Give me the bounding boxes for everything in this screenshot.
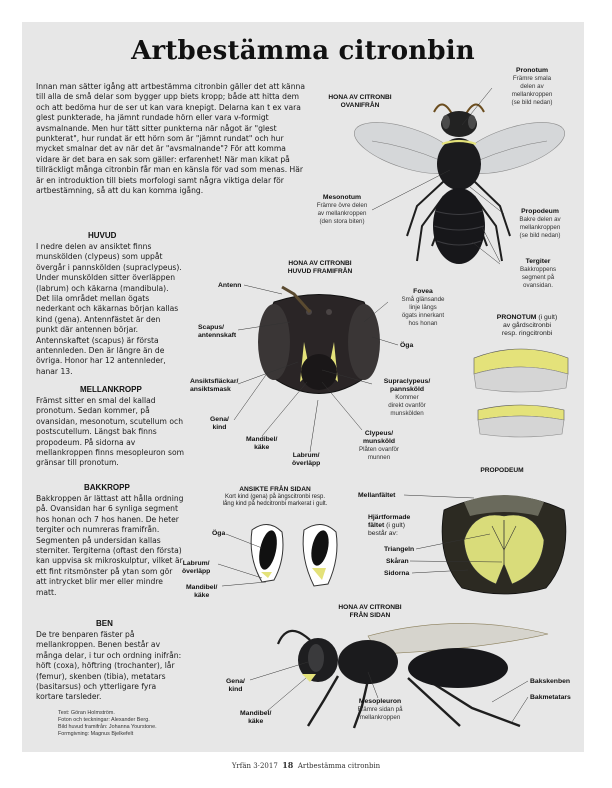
label-mesonotum: Mesonotum Främre övre delen av mellankroppen (den stora biten) <box>316 194 368 225</box>
label-mandibel: Mandibel/ käke <box>246 436 278 451</box>
label-antenn: Antenn <box>218 282 242 289</box>
label-mesopleuron: Mesopleuron Främre sidan på mellankroppen <box>357 698 403 721</box>
section-heading-bakkropp: BAKKROPP <box>84 483 130 492</box>
label-oga: Öga <box>400 342 414 349</box>
caption-pronotum-fig: PRONOTUM (i gult) av gårdscitronbi resp. ringcitronbi <box>496 314 558 337</box>
side-head-subtitle: Kort kind (gena) på ängscitronbi resp. lång kind på hedcitronbi markerat i gult. <box>222 494 328 507</box>
label-bakmetatars: Bakmetatars <box>530 694 571 701</box>
section-text-huvud: I nedre delen av ansiktet finns munskölden (clypeus) som uppåt övergår i pannskölden (supraclypeus). Under munskölden sitter överläppen (labrum) och käkarna (mandibula). Det lila området mellan ögats nederkant och käkarnas början kallas kind (gena). Antennfästet är den punkt där antennen börjar. Antennskaftet (scapus) är första antennleden. Den är längre än de övriga. Honor har 12 antennleder, hanar 13. <box>36 242 182 376</box>
label-scapus: Scapus/ antennskaft <box>198 324 237 339</box>
label-propodeum: Propodeum Bakre delen av mellankroppen (se bild nedan) <box>519 208 561 239</box>
section-text-bakkropp: Bakkroppen är lättast att hålla ordning på. Ovansidan har 6 synliga segment hos honan och 7 hos hanen. De heter tergiter och numreras framifrån. Segmenten på undersidan kallas sterniter. Tergiterna (oftast den första) kan uppvisa sk mikroskulptur, vilket är ett fint ritsmönster på ytan som gör att intrycket blir mer eller mindre matt. <box>36 494 184 597</box>
label-hjartformade: Hjärtformade fältet (i gult) består av: <box>368 514 411 537</box>
label-supraclypeus: Supraclypeus/ pannsköld Kommer direkt ovanför munskölden <box>383 378 431 417</box>
leader-lines-side-bee <box>22 22 584 752</box>
section-text-ben: De tre benparen fäster på mellankroppen. Benen består av många delar, i tur och ordning inifrån: höft (coxa), höftring (trochanter), lår (femur), skenben (tibia), metatars (basitarsus) och ytterligare fyra kortare tarsleder. <box>36 630 182 702</box>
label-fovea: Fovea Små glänsande linje längs ögats innerkant hos honan <box>401 288 445 327</box>
caption-side-bee: HONA AV CITRONBI FRÅN SIDAN <box>338 604 402 619</box>
intro-text: Innan man sätter igång att artbestämma citronbin gäller det att känna till alla de små delar som bygger upp biets kropp; både att hitta dem och att bedöma hur de ser ut kan vara knepigt. Delarna kan t ex vara glest punkterade, ha jämnt rundade hörn eller vara v-formigt avsmalnande. Men hur tätt sitter punkterna när något är "glest punkterat", hur rundat är ett hörn som är "jämnt rundat" och hur mycket smalnar det av när det är "avsmalnande"? För att komma vidare är det bara en sak som gäller: erfarenhet! När man kikat på tillräckligt många citronbin får man en känsla för vad som menas. Här är en introduktion till biets morfologi samt några viktiga delar för artbestämning, så att du kan komma igång. <box>36 82 305 196</box>
label-bakskenben: Bakskenben <box>530 678 571 685</box>
section-heading-ben: BEN <box>96 619 113 628</box>
label-clypeus: Clypeus/ munsköld Plåten ovanför munnen <box>359 430 399 461</box>
caption-propodeum-fig: PROPODEUM <box>480 467 524 474</box>
section-heading-huvud: HUVUD <box>88 231 117 240</box>
label-pronotum: Pronotum Främre smala delen av mellankroppen (se bild nedan) <box>511 67 553 106</box>
article-page <box>22 22 584 752</box>
label-side-bee-gena: Gena/ kind <box>226 678 245 693</box>
label-sidorna: Sidorna <box>384 570 410 577</box>
label-skaran: Skåran <box>386 558 409 565</box>
section-text-mellankropp: Främst sitter en smal del kallad pronotum. Sedan kommer, på ovansidan, mesonotum, scutellum och postscutellum. Längst bak finns propodeum. På sidorna av mellankroppen finns mesopleuron som gränsar till pronotum. <box>36 396 184 468</box>
credits: Text: Göran Holmström. Foton och teckningar: Alexander Berg. Bild huvud framifrån: Johanna Yourstone. Formgivning: Magnus Bjelkefelt <box>58 710 157 737</box>
caption-top-bee: HONA AV CITRONBI OVANIFRÅN <box>328 94 392 109</box>
label-side-oga: Öga <box>212 530 226 537</box>
label-side-labrum: Labrum/ överläpp <box>182 560 211 575</box>
caption-side-head: ANSIKTE FRÅN SIDAN <box>239 486 311 493</box>
label-side-mandibel: Mandibel/ käke <box>186 584 218 599</box>
label-triangeln: Triangeln <box>384 546 415 553</box>
page-title: Artbestämma citronbin <box>131 36 475 66</box>
label-ansiktsflackar: Ansiktsfläckar/ ansiktsmask <box>190 378 239 393</box>
label-labrum: Labrum/ överläpp <box>292 452 321 467</box>
label-mellanfaltet: Mellanfältet <box>358 492 396 499</box>
section-heading-mellankropp: MELLANKROPP <box>80 385 142 394</box>
label-gena: Gena/ kind <box>210 416 229 431</box>
label-side-bee-mandibel: Mandibel/ käke <box>240 710 272 725</box>
page-footer: Yrfän 3·2017 18 Artbestämma citronbin <box>231 760 381 770</box>
label-tergiter: Tergiter Bakkroppens segment på ovansidan. <box>519 258 557 289</box>
caption-head: HONA AV CITRONBI HUVUD FRAMIFRÅN <box>287 260 353 275</box>
